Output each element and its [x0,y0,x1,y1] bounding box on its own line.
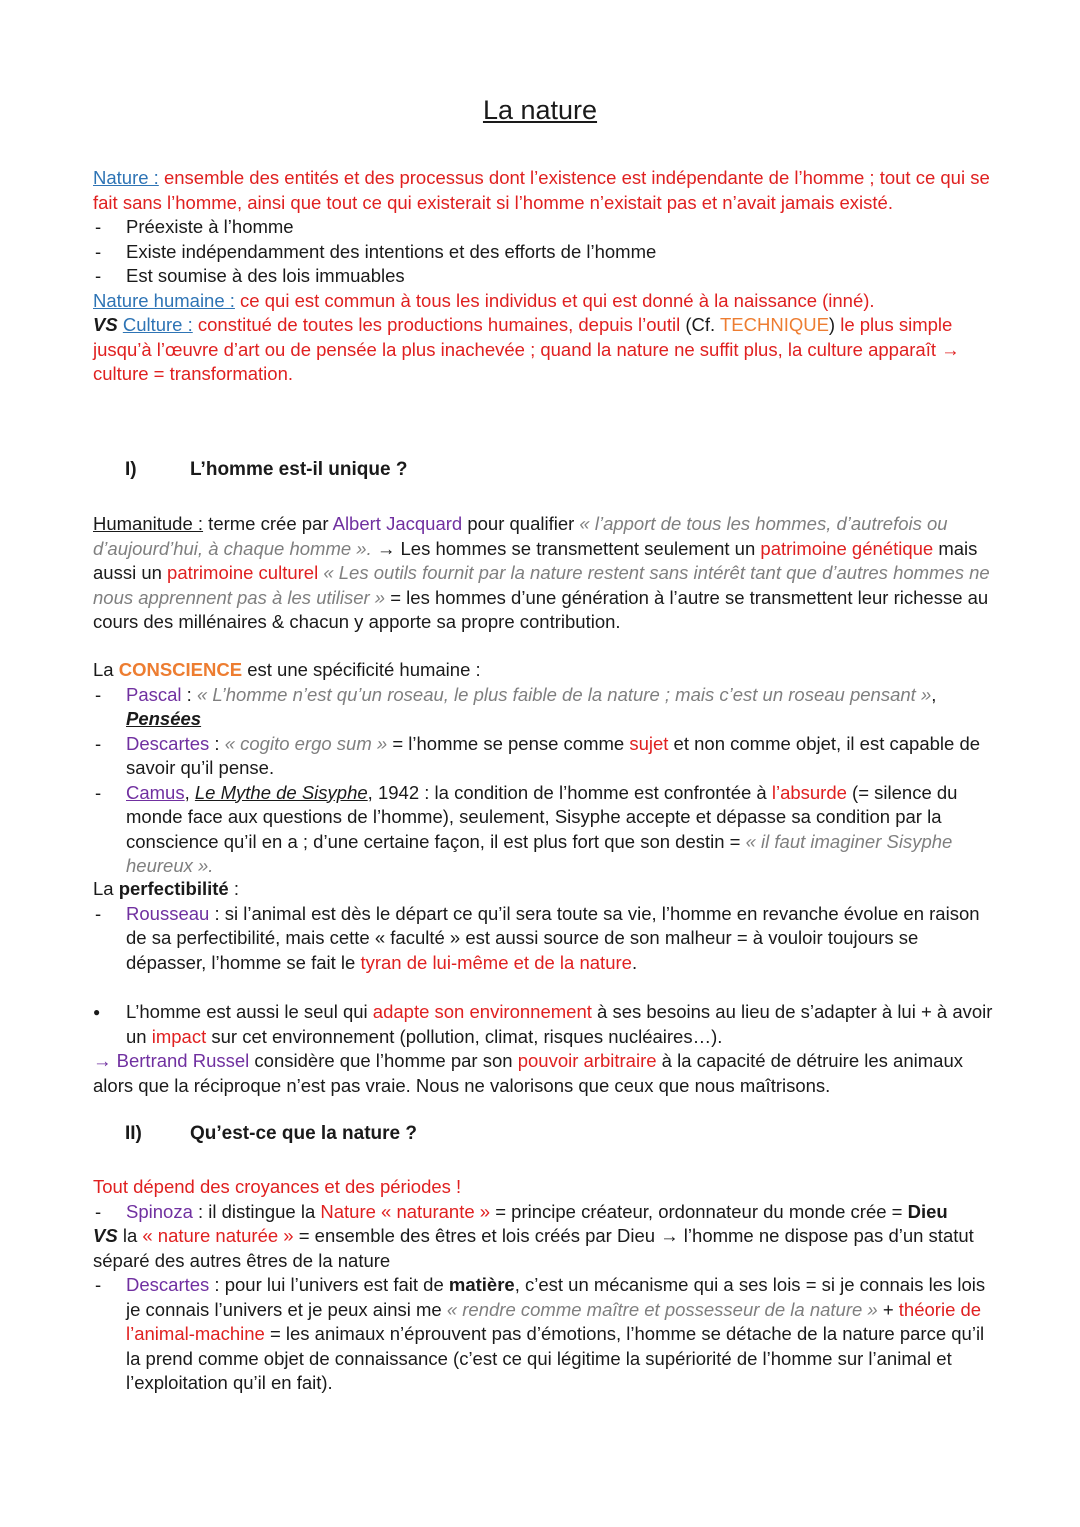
text: , [184,781,195,803]
naturee-paragraph [93,1224,993,1273]
text: La [93,659,119,680]
conscience-block [93,658,993,879]
dieu-word: Dieu [907,1200,948,1222]
text: à ses besoins au lieu de s’adapter à lui + à avoir un [126,1001,993,1047]
culture-definition [93,313,993,387]
nature-humaine-term: Nature humaine : [93,289,235,311]
text: + [877,1298,899,1320]
text: terme crée par [203,513,333,534]
author-russel: Bertrand Russel [116,1050,250,1071]
culture-term: Culture : [122,314,193,335]
arrow: → [93,1050,117,1071]
work-mythe: Le Mythe de Sisyphe [194,781,368,803]
text: à la capacité de détruire les animaux alors que la réciproque n’est pas vraie. Nous ne valorisons que ceux que nous maîtrisons. [93,1050,963,1096]
author-camus: Camus [126,781,185,803]
list-item: - Est soumise à des lois immuables [93,264,993,289]
nature-humaine-definition [93,289,993,314]
quote: « rendre comme maître et possesseur de la nature » [446,1298,878,1320]
intro-block [93,166,993,387]
work-pensees: Pensées [126,708,202,729]
patrimoine-genetique: patrimoine génétique [760,537,934,559]
section-heading [125,459,407,481]
quote: « Les outils fournit par la nature restent sans intérêt tant que d’autres hommes ne nous apprennent pas à les utiliser » [93,562,990,608]
environnement-block [93,1000,993,1098]
text: = ensemble des êtres et lois créés par Dieu → l’homme ne dispose pas d’un statut séparé des autres êtres de la nature [93,1225,974,1271]
section-number: I) [125,459,137,480]
conscience-word: CONSCIENCE [118,659,243,680]
text: : pour lui l’univers est fait de [209,1274,449,1295]
conscience-intro [93,658,993,683]
patrimoine-culturel: patrimoine culturel [167,562,319,583]
text: mais aussi un [93,537,978,583]
vs-label: VS [93,314,118,335]
text: . [631,951,638,973]
section-number: II) [125,1123,142,1144]
text: → Les hommes se transmettent seulement un [371,537,761,559]
text: La [93,878,119,899]
nature-naturee: « nature naturée » [142,1225,294,1246]
perfectibilite-block [93,877,993,975]
list-item [93,902,993,976]
technique-ref: TECHNIQUE [719,314,829,335]
author-descartes: Descartes [126,732,210,754]
text: = les hommes d’une génération à l’autre se transmettent leur richesse au cours des millénaires & chacun y apporte sa propre contribution. [93,586,989,632]
perfectibilite-word: perfectibilité [118,878,229,899]
text: : [228,878,239,899]
list-item [93,732,993,781]
text: sur cet environnement (pollution, climat, risques nucléaires…). [206,1025,723,1047]
theorie-animal-machine: théorie de l’animal-machine [126,1298,982,1344]
list-item [93,781,993,879]
impact-word: impact [151,1025,207,1047]
nature-term: Nature : [93,167,159,188]
humanitude-term: Humanitude : [93,513,204,534]
text: (= silence du monde face aux questions de l’homme), seulement, Sisyphe accepte et dépasse sa condition par la conscience qu’il en a ; d’une certaine façon, il est plus fort que son destin = [126,781,958,852]
author-pascal: Pascal [126,683,182,705]
text: : [209,732,225,754]
list-item: - Préexiste à l’homme [93,215,993,240]
text: et non comme objet, il est capable de savoir qu’il pense. [126,732,981,778]
russel-paragraph [93,1049,993,1098]
matiere-word: matière [448,1274,515,1295]
author-rousseau: Rousseau [126,902,210,924]
text: considère que l’homme par son [249,1050,518,1071]
nature-naturante: Nature « naturante » [320,1200,491,1222]
quote: « cogito ergo sum » [224,732,388,754]
section2-block [93,1175,993,1396]
text: , 1942 : la condition de l’homme est confrontée à [367,781,772,803]
section-title: L’homme est-il unique ? [190,459,408,480]
author-jacquard: Albert Jacquard [332,513,463,534]
vs-label: VS [93,1225,118,1246]
absurde-word: l’absurde [771,781,847,803]
quote: « il faut imaginer Sisyphe heureux ». [126,830,953,876]
text: : il distingue la [192,1200,321,1222]
nature-humaine-def: ce qui est commun à tous les individus et qui est donné à la naissance (inné). [234,289,875,311]
text: L’homme est aussi le seul qui [126,1001,373,1022]
adapte-phrase: adapte son environnement [372,1001,592,1022]
cf-open: (Cf. [685,314,720,335]
list-item [93,1200,993,1225]
text: = les animaux n’éprouvent pas d’émotions, l’homme se détache de la nature parce qu’il la prend comme objet de connaissance (c’est ce qui légitime la supériorité de l’homme sur l’animal et l’exploitation qu’il en fait). [126,1323,985,1393]
text: , [931,683,937,705]
tyran-phrase: tyran de lui-même et de la nature [360,951,632,973]
perfectibilite-intro [93,877,993,902]
section-title: Qu’est-ce que la nature ? [190,1123,417,1144]
sujet-word: sujet [629,732,669,754]
page-title: La nature [482,95,598,125]
culture-def-a: constitué de toutes les productions humaines, depuis l’outil [192,314,686,335]
list-item [93,1000,993,1049]
text: la [117,1225,143,1246]
author-descartes: Descartes [126,1274,210,1295]
humanitude-paragraph [93,512,993,635]
pouvoir-phrase: pouvoir arbitraire [517,1050,657,1071]
culture-def-b: le plus simple jusqu’à l’œuvre d’art ou de pensée la plus inachevée ; quand la nature ne suffit plus, la culture apparaît → culture = transformation. [93,314,960,384]
list-item: - Existe indépendamment des intentions et des efforts de l’homme [93,240,993,265]
list-item [93,683,993,732]
text: = principe créateur, ordonnateur du monde crée = [490,1200,908,1222]
quote: « L’homme n’est qu’un roseau, le plus faible de la nature ; mais c’est un roseau pensant » [196,683,932,705]
section-heading [125,1123,417,1145]
nature-def: ensemble des entités et des processus dont l’existence est indépendante de l’homme ; tout ce qui se fait sans l’homme, ainsi que tout ce qui existerait si l’homme n’existait pas et n’avait jamais existé. [93,167,990,213]
quote: « l’apport de tous les hommes, d’autrefois ou d’aujourd’hui, à chaque homme ». [93,513,948,559]
list-item [93,1273,993,1396]
text: , c’est un mécanisme qui a ses lois = si je connais les lois je connais l’univers et je peux ainsi me [126,1274,986,1320]
text: est une spécificité humaine : [242,659,481,680]
text: = l’homme se pense comme [387,732,630,754]
cf-close: ) [828,314,836,335]
text: : si l’animal est dès le départ ce qu’il sera toute sa vie, l’homme en revanche évolue en raison de sa perfectibilité, mais cette « faculté » est aussi source de son malheur = à vouloir toujours se dépasser, l’homme se fait le [126,902,980,973]
section2-intro: Tout dépend des croyances et des périodes ! [93,1176,462,1197]
nature-definition [93,166,993,215]
text: : [181,683,197,705]
author-spinoza: Spinoza [126,1200,193,1222]
text: pour qualifier [462,513,580,534]
